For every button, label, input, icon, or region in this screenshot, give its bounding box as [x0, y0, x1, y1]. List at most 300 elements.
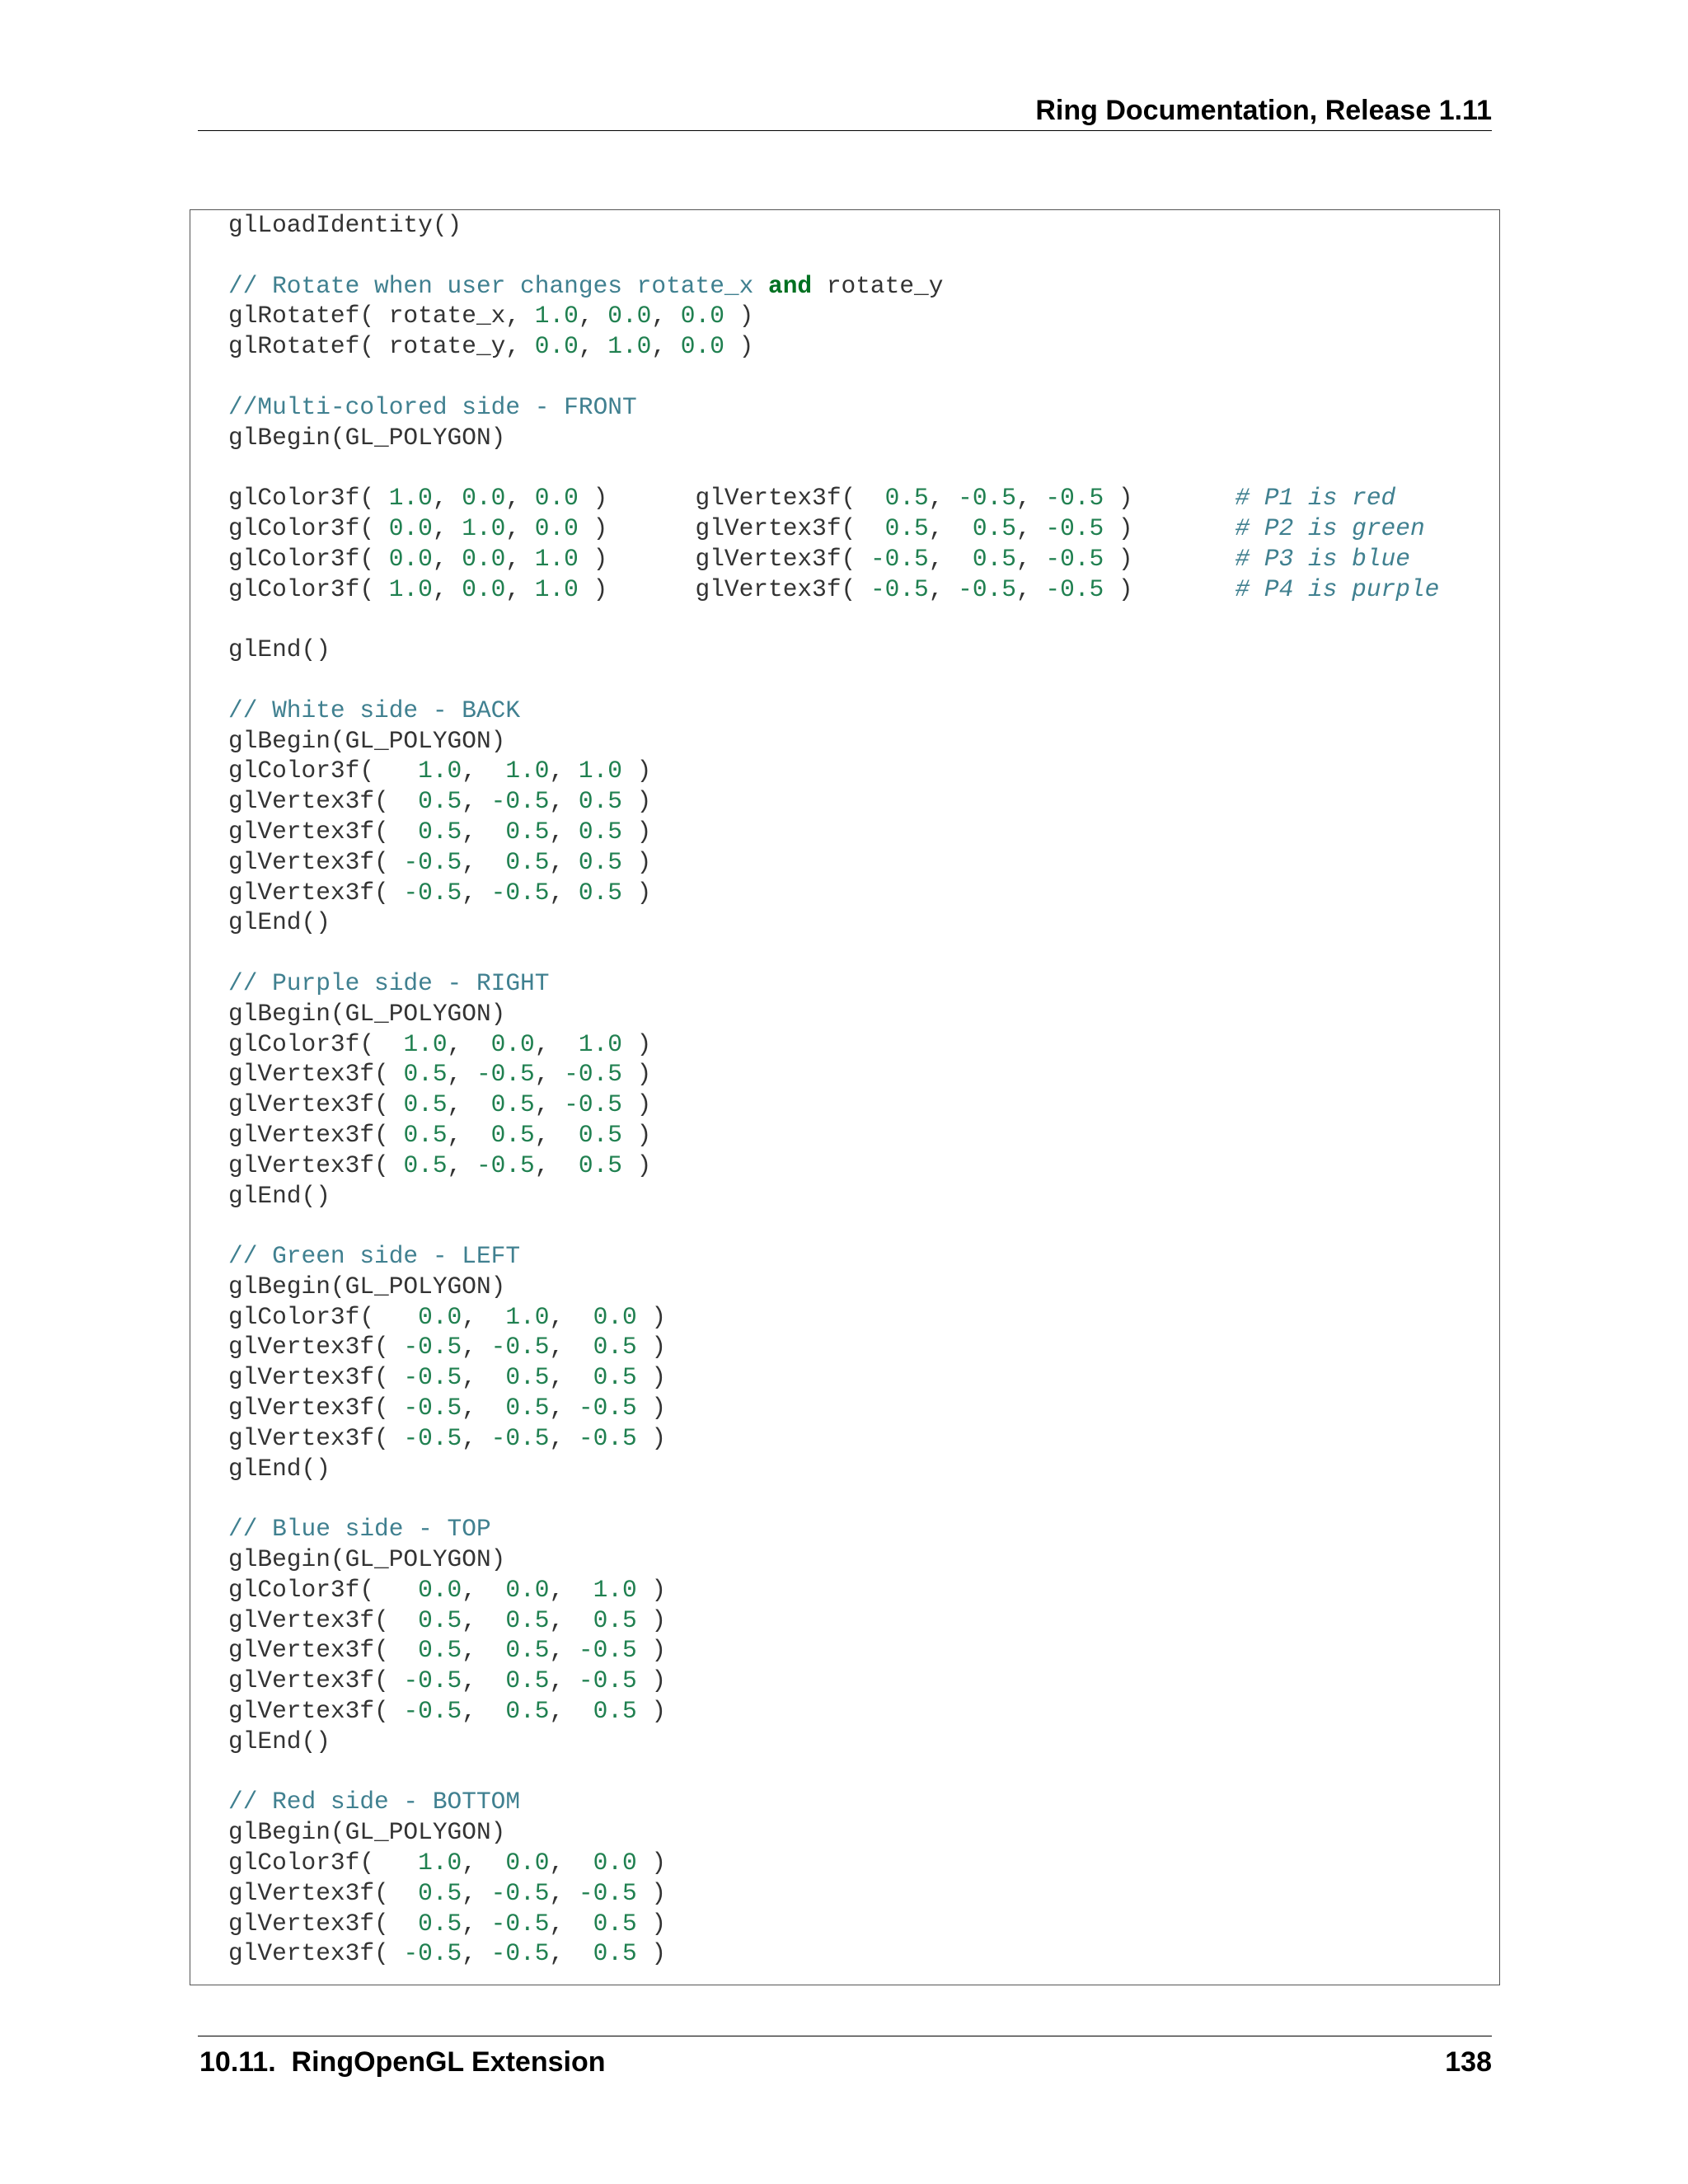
code-number: 0.5	[593, 1697, 637, 1726]
code-text: glColor3f(	[228, 1302, 419, 1331]
code-text: )	[1104, 574, 1236, 603]
code-number: -0.5	[1045, 513, 1104, 542]
code-number: 0.5	[505, 847, 550, 876]
code-text: ,	[534, 1151, 579, 1179]
code-text: )	[636, 1878, 667, 1907]
code-line	[228, 483, 1439, 513]
code-text: ,	[462, 1423, 491, 1452]
code-text: glRotatef( rotate_y,	[228, 332, 535, 361]
code-number: 0.0	[462, 544, 506, 573]
code-comment: // Rotate when user changes rotate_x	[228, 271, 769, 300]
code-text: ,	[549, 1363, 593, 1392]
code-text: glVertex3f(	[228, 1939, 404, 1968]
code-text: ,	[447, 1120, 491, 1149]
code-text: glColor3f(	[228, 574, 389, 603]
code-line	[228, 1878, 1439, 1909]
code-text: ) glVertex3f(	[578, 484, 885, 513]
code-comment: // Green side - LEFT	[228, 1242, 521, 1271]
code-comment: // White side - BACK	[228, 696, 521, 724]
code-line	[228, 1635, 1439, 1666]
code-text: ,	[432, 544, 462, 573]
code-text: ,	[549, 1575, 593, 1604]
code-text: )	[1104, 513, 1236, 542]
code-text: )	[621, 757, 652, 785]
code-text: glBegin(GL_POLYGON)	[228, 1818, 506, 1847]
code-line	[228, 1302, 1439, 1333]
code-text: ,	[432, 574, 462, 603]
code-line	[228, 907, 1439, 938]
code-number: -0.5	[578, 1636, 637, 1665]
code-number: 0.5	[505, 1666, 550, 1695]
code-text: glVertex3f(	[228, 1878, 419, 1907]
code-line	[228, 210, 1439, 241]
code-text: ,	[447, 1090, 491, 1119]
code-text: )	[636, 1423, 667, 1452]
code-number: -0.5	[490, 1423, 550, 1452]
code-text: ) glVertex3f(	[578, 513, 885, 542]
code-text: glVertex3f(	[228, 1394, 404, 1422]
code-number: 0.5	[418, 1878, 462, 1907]
code-comment: // Blue side - TOP	[228, 1515, 491, 1544]
code-number: -0.5	[490, 1333, 550, 1361]
code-text: glEnd()	[228, 1181, 331, 1210]
code-text: )	[636, 1605, 667, 1634]
code-line	[228, 1666, 1439, 1696]
code-text: )	[621, 1090, 652, 1119]
code-text: ,	[462, 1605, 506, 1634]
code-text: ,	[462, 1636, 506, 1665]
code-comment: # P1 is red	[1235, 484, 1396, 513]
code-text: )	[621, 1151, 652, 1179]
code-text: )	[636, 1939, 667, 1968]
code-block	[190, 209, 1500, 1985]
code-number: -0.5	[564, 1060, 622, 1089]
code-text: )	[724, 302, 754, 330]
code-number: 0.5	[505, 1636, 550, 1665]
code-text: ,	[462, 1909, 491, 1938]
code-comment: // Purple side - RIGHT	[228, 968, 550, 997]
code-text: glVertex3f(	[228, 1090, 404, 1119]
code-number: -0.5	[403, 1666, 462, 1695]
code-line	[228, 1332, 1439, 1362]
code-line	[228, 1029, 1439, 1060]
code-line	[228, 1544, 1439, 1575]
code-number: 0.5	[578, 1120, 622, 1149]
code-text: ,	[549, 1666, 579, 1695]
code-number: 1.0	[534, 574, 579, 603]
code-number: 0.5	[972, 513, 1016, 542]
code-number: -0.5	[578, 1394, 637, 1422]
code-number: -0.5	[490, 1878, 550, 1907]
code-text: ,	[534, 1090, 565, 1119]
code-line	[228, 1241, 1439, 1272]
code-number: 0.0	[534, 332, 579, 361]
code-comment: //Multi-colored side - FRONT	[228, 392, 637, 421]
code-number: -0.5	[564, 1090, 622, 1119]
code-line	[228, 968, 1439, 999]
code-number: 1.0	[593, 1575, 637, 1604]
code-line	[228, 423, 1439, 453]
code-text: )	[1104, 484, 1236, 513]
code-text: ,	[462, 817, 506, 846]
code-number: 0.5	[593, 1939, 637, 1968]
code-text: ,	[462, 1363, 506, 1392]
code-line	[228, 878, 1439, 908]
code-text: glColor3f(	[228, 757, 419, 785]
code-text: ,	[578, 332, 608, 361]
code-text: glBegin(GL_POLYGON)	[228, 1545, 506, 1574]
code-number: 0.0	[418, 1575, 462, 1604]
code-text: glEnd()	[228, 1727, 331, 1755]
code-number: 1.0	[505, 1302, 550, 1331]
code-text: )	[1104, 544, 1236, 573]
header-divider	[198, 130, 1492, 131]
code-text: ,	[1015, 513, 1046, 542]
code-number: 0.0	[505, 1575, 550, 1604]
code-text: glVertex3f(	[228, 1151, 404, 1179]
code-text: ,	[505, 484, 535, 513]
code-number: -0.5	[578, 1666, 637, 1695]
code-text: ,	[1015, 574, 1046, 603]
code-number: -0.5	[578, 1878, 637, 1907]
code-number: 1.0	[418, 757, 462, 785]
code-text: glVertex3f(	[228, 1363, 404, 1392]
code-number: -0.5	[490, 1909, 550, 1938]
code-number: 0.5	[593, 1363, 637, 1392]
code-text: ,	[1015, 544, 1046, 573]
code-line	[228, 544, 1439, 574]
code-line	[228, 1938, 1439, 1969]
code-text: )	[724, 332, 754, 361]
code-text: glVertex3f(	[228, 878, 404, 907]
code-line	[228, 513, 1439, 544]
code-number: 0.0	[418, 1302, 462, 1331]
code-text: ,	[534, 1029, 579, 1058]
code-number: -0.5	[403, 1333, 462, 1361]
code-line	[228, 1211, 1439, 1241]
code-text: )	[636, 1394, 667, 1422]
code-line	[228, 756, 1439, 786]
code-number: -0.5	[490, 878, 550, 907]
code-line	[228, 241, 1439, 271]
code-text: glColor3f(	[228, 513, 389, 542]
code-text: ,	[462, 847, 506, 876]
code-number: -0.5	[490, 1939, 550, 1968]
code-text: )	[621, 1120, 652, 1149]
code-line	[228, 604, 1439, 635]
code-number: 1.0	[505, 757, 550, 785]
code-number: 0.5	[505, 1394, 550, 1422]
code-text: )	[621, 787, 652, 816]
code-text: ,	[549, 878, 579, 907]
code-text: ,	[549, 1878, 579, 1907]
code-line	[228, 1059, 1439, 1090]
code-text: ,	[462, 1878, 491, 1907]
code-line	[228, 1757, 1439, 1788]
code-text: ,	[462, 878, 491, 907]
code-number: 1.0	[403, 1029, 448, 1058]
code-text: )	[636, 1302, 667, 1331]
code-number: 0.5	[593, 1605, 637, 1634]
code-number: -0.5	[958, 484, 1016, 513]
code-line	[228, 1454, 1439, 1484]
code-line	[228, 1787, 1439, 1817]
code-line	[228, 635, 1439, 665]
code-text: ,	[549, 1909, 593, 1938]
code-text: glBegin(GL_POLYGON)	[228, 999, 506, 1028]
code-text: glColor3f(	[228, 484, 389, 513]
code-comment: # P4 is purple	[1235, 574, 1440, 603]
code-number: 1.0	[418, 1849, 462, 1877]
code-text: ,	[462, 1849, 506, 1877]
code-number: 0.5	[490, 1120, 535, 1149]
code-number: 0.5	[418, 1605, 462, 1634]
code-text: glVertex3f(	[228, 1423, 404, 1452]
code-number: 0.5	[403, 1120, 448, 1149]
code-keyword: and	[768, 271, 813, 300]
code-text: glRotatef( rotate_x,	[228, 302, 535, 330]
code-text: ,	[549, 1333, 593, 1361]
code-number: 0.0	[680, 332, 724, 361]
code-text: ,	[549, 787, 579, 816]
code-number: -0.5	[1045, 574, 1104, 603]
code-text: ,	[928, 513, 973, 542]
code-text: )	[636, 1363, 667, 1392]
code-number: -0.5	[403, 847, 462, 876]
code-line	[228, 1696, 1439, 1727]
code-text: glColor3f(	[228, 1575, 419, 1604]
code-line	[228, 1848, 1439, 1878]
code-line	[228, 1120, 1439, 1151]
code-number: 0.5	[578, 878, 622, 907]
code-number: 0.5	[884, 484, 929, 513]
code-number: 0.0	[593, 1849, 637, 1877]
code-text: )	[636, 1666, 667, 1695]
code-text: glVertex3f(	[228, 1333, 404, 1361]
code-text: ,	[432, 513, 462, 542]
code-number: -0.5	[958, 574, 1016, 603]
code-text: ,	[462, 1575, 506, 1604]
code-number: 0.5	[403, 1151, 448, 1179]
code-number: -0.5	[476, 1151, 535, 1179]
code-text: ,	[447, 1151, 476, 1179]
code-number: 1.0	[578, 757, 622, 785]
code-number: 0.0	[534, 513, 579, 542]
code-number: 0.5	[505, 1697, 550, 1726]
code-line	[228, 1909, 1439, 1939]
code-text: glEnd()	[228, 908, 331, 937]
code-number: -0.5	[403, 878, 462, 907]
code-text: )	[621, 847, 652, 876]
code-line	[228, 1483, 1439, 1514]
code-number: 0.5	[578, 787, 622, 816]
code-text: ,	[578, 302, 608, 330]
code-number: -0.5	[1045, 484, 1104, 513]
code-text: ,	[549, 1697, 593, 1726]
code-number: 1.0	[388, 484, 433, 513]
code-number: -0.5	[1045, 544, 1104, 573]
code-text: glVertex3f(	[228, 1636, 419, 1665]
footer-section-title: 10.11. RingOpenGL Extension	[199, 2046, 606, 2078]
code-number: 1.0	[462, 513, 506, 542]
code-text: glEnd()	[228, 635, 331, 664]
code-text: )	[636, 1575, 667, 1604]
code-text: glBegin(GL_POLYGON)	[228, 423, 506, 452]
code-text: glColor3f(	[228, 1849, 419, 1877]
code-text: )	[636, 1697, 667, 1726]
code-text: ,	[505, 513, 535, 542]
code-text: ,	[549, 1849, 593, 1877]
code-text: ,	[651, 302, 681, 330]
code-text: ,	[549, 757, 579, 785]
code-text: ,	[505, 574, 535, 603]
code-text: )	[621, 878, 652, 907]
code-number: 0.0	[462, 484, 506, 513]
code-line	[228, 786, 1439, 817]
code-text: glVertex3f(	[228, 1120, 404, 1149]
code-text: )	[636, 1909, 667, 1938]
code-text: ,	[505, 544, 535, 573]
code-text: glVertex3f(	[228, 787, 419, 816]
code-number: -0.5	[403, 1363, 462, 1392]
code-line	[228, 331, 1439, 362]
code-line	[228, 574, 1439, 605]
code-text: ,	[651, 332, 681, 361]
code-line	[228, 817, 1439, 847]
code-number: 0.5	[505, 1363, 550, 1392]
code-text: glColor3f(	[228, 544, 389, 573]
code-text: )	[636, 1636, 667, 1665]
code-number: 1.0	[388, 574, 433, 603]
code-text: ,	[549, 1605, 593, 1634]
code-number: 0.0	[593, 1302, 637, 1331]
code-text: glVertex3f(	[228, 1060, 404, 1089]
code-text: ,	[549, 817, 579, 846]
code-line	[228, 726, 1439, 757]
code-text: ,	[432, 484, 462, 513]
code-text: glBegin(GL_POLYGON)	[228, 1272, 506, 1301]
code-number: 0.0	[388, 513, 433, 542]
code-text: ,	[447, 1060, 476, 1089]
code-line	[228, 1151, 1439, 1181]
code-line	[228, 1423, 1439, 1454]
code-number: 0.5	[578, 1151, 622, 1179]
code-number: 0.5	[593, 1333, 637, 1361]
code-number: -0.5	[490, 787, 550, 816]
code-text: )	[636, 1849, 667, 1877]
code-line	[228, 1575, 1439, 1605]
code-number: -0.5	[578, 1423, 637, 1452]
code-text: ,	[549, 1636, 579, 1665]
code-number: -0.5	[403, 1939, 462, 1968]
code-text: glLoadIdentity()	[228, 211, 462, 239]
code-text: ,	[928, 484, 959, 513]
code-text: glEnd()	[228, 1454, 331, 1483]
code-text: )	[636, 1333, 667, 1361]
code-number: 1.0	[578, 1029, 622, 1058]
page-header-title: Ring Documentation, Release 1.11	[1035, 95, 1492, 126]
code-text: ,	[462, 1666, 506, 1695]
code-listing	[228, 210, 1439, 1969]
code-line	[228, 1393, 1439, 1423]
code-line	[228, 1727, 1439, 1757]
code-text: ,	[928, 574, 959, 603]
code-number: 0.0	[505, 1849, 550, 1877]
code-number: -0.5	[403, 1423, 462, 1452]
code-comment: # P3 is blue	[1235, 544, 1410, 573]
code-number: 0.0	[534, 484, 579, 513]
code-text: ,	[534, 1060, 565, 1089]
code-line	[228, 847, 1439, 878]
code-line	[228, 362, 1439, 392]
code-number: 0.5	[884, 513, 929, 542]
code-line	[228, 392, 1439, 423]
code-number: 1.0	[534, 302, 579, 330]
code-text: ,	[549, 1394, 579, 1422]
code-number: 0.5	[418, 817, 462, 846]
code-number: 0.5	[505, 1605, 550, 1634]
page-number: 138	[1445, 2046, 1492, 2078]
code-line	[228, 1181, 1439, 1212]
code-number: -0.5	[403, 1394, 462, 1422]
code-number: 0.0	[462, 574, 506, 603]
code-number: 0.5	[418, 1909, 462, 1938]
code-line	[228, 665, 1439, 696]
code-number: 0.0	[607, 302, 652, 330]
code-line	[228, 1605, 1439, 1636]
code-text: rotate_y	[812, 271, 944, 300]
code-text: ,	[549, 1423, 579, 1452]
code-number: 0.5	[418, 787, 462, 816]
code-line	[228, 1272, 1439, 1302]
code-line	[228, 271, 1439, 302]
code-text: )	[621, 817, 652, 846]
code-text: glBegin(GL_POLYGON)	[228, 726, 506, 755]
code-number: 1.0	[534, 544, 579, 573]
code-number: 1.0	[607, 332, 652, 361]
code-text: ) glVertex3f(	[578, 574, 870, 603]
code-number: 0.5	[418, 1636, 462, 1665]
code-line	[228, 1817, 1439, 1848]
code-line	[228, 452, 1439, 483]
code-text: )	[621, 1060, 652, 1089]
code-text: ,	[1015, 484, 1046, 513]
code-line	[228, 999, 1439, 1029]
code-text: glVertex3f(	[228, 847, 404, 876]
code-number: 0.5	[403, 1060, 448, 1089]
code-text: glVertex3f(	[228, 1909, 419, 1938]
code-number: -0.5	[403, 1697, 462, 1726]
code-line	[228, 301, 1439, 331]
code-line	[228, 696, 1439, 726]
code-text: glVertex3f(	[228, 1697, 404, 1726]
code-text: )	[621, 1029, 652, 1058]
code-number: 0.5	[403, 1090, 448, 1119]
code-number: 0.5	[505, 817, 550, 846]
code-number: -0.5	[870, 574, 929, 603]
code-text: ) glVertex3f(	[578, 544, 870, 573]
code-text: glColor3f(	[228, 1029, 404, 1058]
code-number: -0.5	[476, 1060, 535, 1089]
code-text: ,	[462, 1939, 491, 1968]
code-comment: # P2 is green	[1235, 513, 1425, 542]
code-text: ,	[462, 1394, 506, 1422]
code-line	[228, 1514, 1439, 1544]
code-number: 0.5	[972, 544, 1016, 573]
code-number: 0.0	[680, 302, 724, 330]
code-text: ,	[928, 544, 973, 573]
code-number: 0.5	[578, 817, 622, 846]
